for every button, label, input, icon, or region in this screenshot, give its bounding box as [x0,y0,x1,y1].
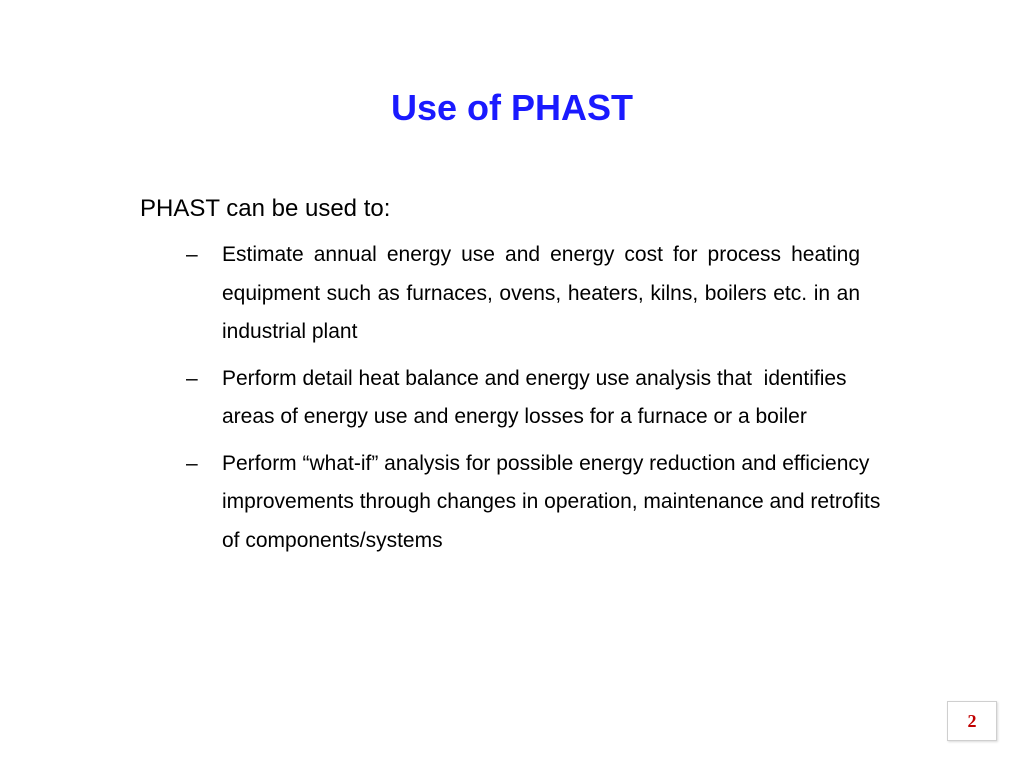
bullet-text: Perform “what-if” analysis for possible energy reduction and efficiency improvements through changes in operation, maintenance and retrofits of components/systems [222,451,881,552]
bullet-item-heat-balance [186,360,862,437]
slide-title: Use of PHAST [390,87,634,128]
bullet-list [186,236,881,568]
bullet-text: Estimate annual energy use and energy cost for process heating equipment such as furnaces, ovens, heaters, kilns, boilers etc. in an industrial plant [222,243,860,343]
dash-marker: – [186,366,198,390]
bullet-item-what-if [186,445,886,561]
bullet-text: Perform detail heat balance and energy use analysis that identifies areas of energy use and energy losses for a furnace or a boiler [222,366,853,428]
bullet-item-estimate [186,236,860,352]
intro-text: PHAST can be used to: [140,195,391,222]
dash-marker: – [186,243,198,266]
page-number-badge: 2 [947,701,997,741]
dash-marker: – [186,451,198,475]
